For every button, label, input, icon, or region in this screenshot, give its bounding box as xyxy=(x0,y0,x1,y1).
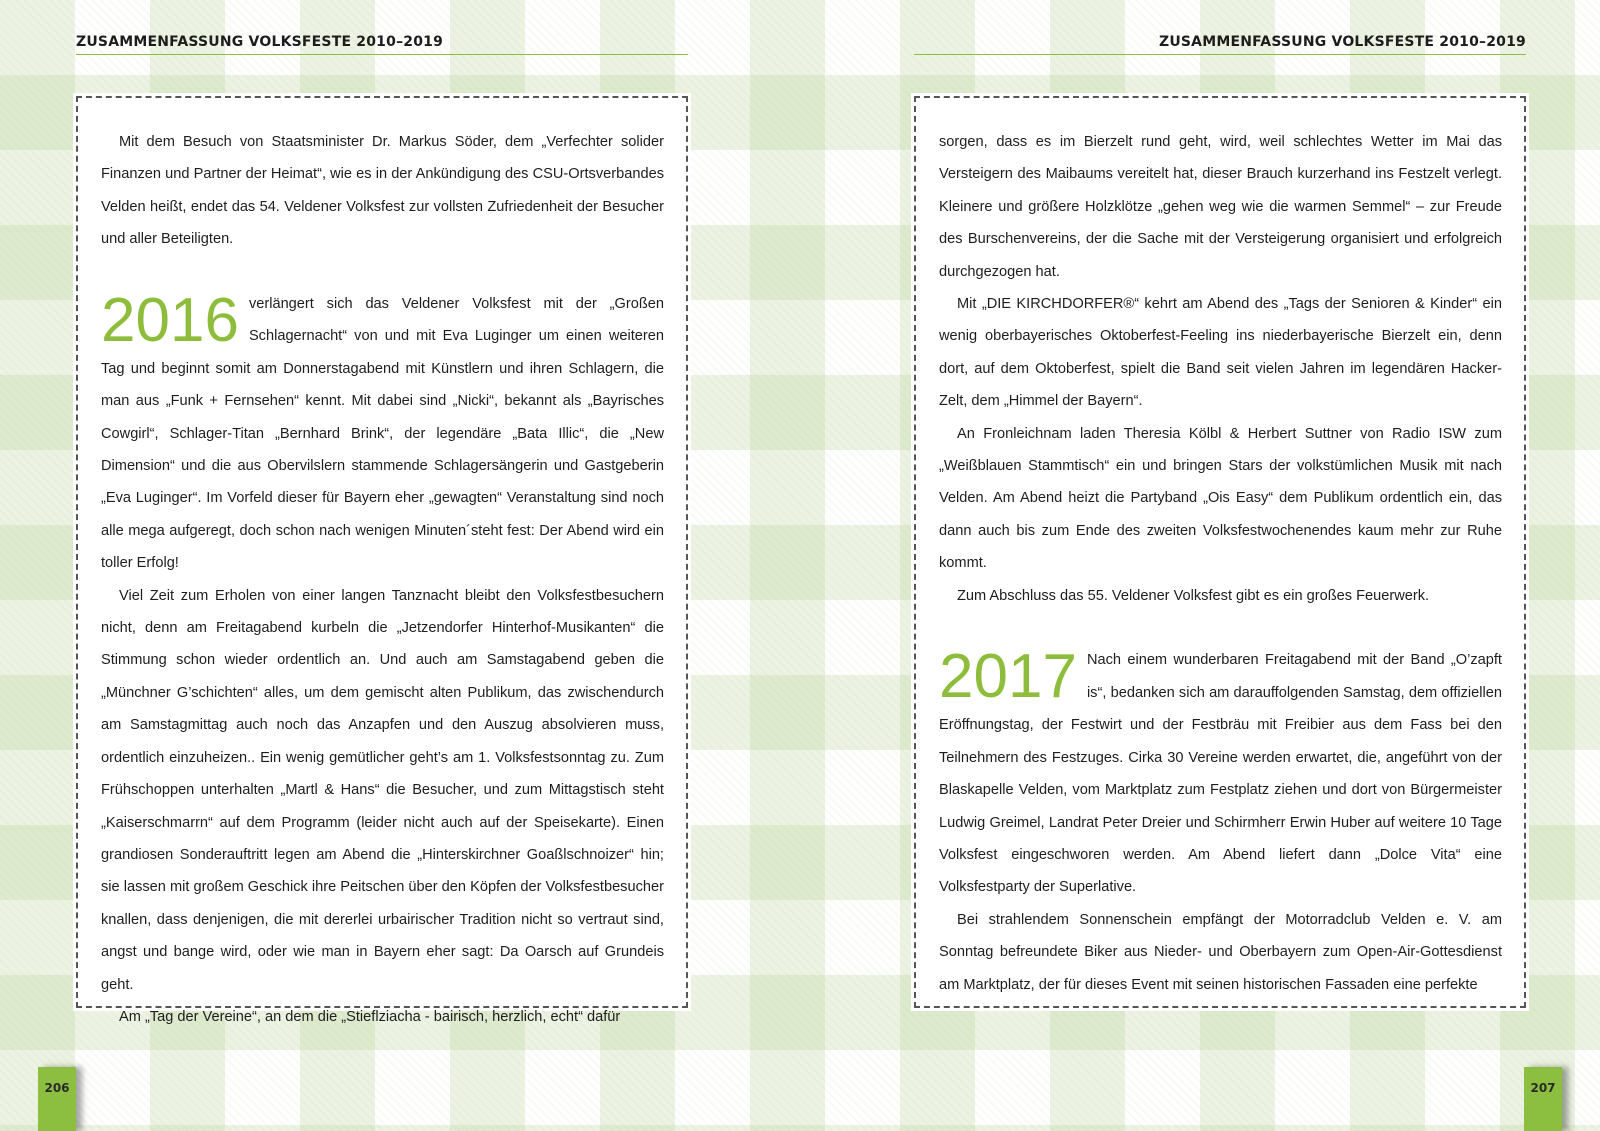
paragraph-intro: Mit dem Besuch von Staatsminister Dr. Markus Söder, dem „Verfechter solider Finanzen und Partner der Heimat“, wie es in der Ankündigung des CSU-Ortsverbandes Velden heißt, endet das 54. Veldener Volksfest zur vollsten Zufriedenheit der Besucher und aller Beteiligten. xyxy=(101,134,664,248)
paragraph: Am „Tag der Vereine“, an dem die „Stieflziacha - bairisch, herzlich, echt“ dafür xyxy=(119,1008,621,1025)
right-page xyxy=(800,0,1600,1131)
paragraph-2016 xyxy=(101,288,664,580)
paragraph: sorgen, dass es im Bierzelt rund geht, wird, weil schlechtes Wetter im Mai das Versteigern des Maibaums vereitelt hat, dieser Brauch kurzerhand ins Festzelt verlegt. Kleinere und größere Holzklötze „gehen weg wie die warmen Semmel“ – zur Freude des Burschenvereins, der die Sache mit der Versteigerung organisiert und erfolgreich durchgezogen hat. xyxy=(939,134,1502,280)
paragraph: Viel Zeit zum Erholen von einer langen Tanznacht bleibt den Volksfestbesuchern nicht, denn am Freitagabend kurbeln die „Jetzendorfer Hinterhof-Musikanten“ die Stimmung schon wieder ordentlich an. Und auch am Samstagabend geben die „Münchner G’schichten“ alles, um dem gemischt alten Publikum, das zwischendurch am Samstagmittag auch noch das Anzapfen und den Auszug absolvieren muss, ordentlich einzuheizen.. Ein wenig gemütlicher geht’s am 1. Volksfestsonntag zu. Zum Frühschoppen unterhalten „Martl & Hans“ die Besucher, und zum Mittagstisch steht „Kaiserschmarrn“ auf dem Programm (leider nicht auch auf der Speisekarte). Einen grandiosen Sonderauftritt legen am Abend die „Hinterskirchner Goaßlschnoizer“ hin; sie lassen mit großem Geschick ihre Peitschen über den Köpfen der Volksfestbesucher knallen, dass denjenigen, die mit dererlei urbairischer Tradition nicht so vertraut sind, angst und bange wird, oder wie man in Bayern eher sagt: Da Oarsch auf Grundeis geht. xyxy=(101,587,664,993)
paragraph-gap xyxy=(939,612,1502,644)
paragraph: Mit „DIE KIRCHDORFER®“ kehrt am Abend des „Tags der Senioren & Kinder“ ein wenig oberbayerisches Oktoberfest-Feeling ins niederbayerische Bierzelt ein, denn dort, auf dem Oktoberfest, spielt die Band seit vielen Jahren im legendären Hacker-Zelt, dem „Himmel der Bayern“. xyxy=(939,296,1502,410)
year-heading-2017: 2017 xyxy=(939,642,1077,712)
paragraph-2016-text: verlängert sich das Veldener Volksfest mit der „Großen Schlagernacht“ von und mit Eva Luginger um einen weiteren Tag und beginnt somit am Donnerstagabend mit Künstlern und ihren Schlagern, die man aus „Funk + Fernsehen“ kennt. Mit dabei sind „Nicki“, bekannt als „Bayrisches Cowgirl“, Schlager-Titan „Bernhard Brink“, der legendäre „Bata Illic“, die „New Dimension“ und die aus Obervilslern stammende Schlagersängerin und Gastgeberin „Eva Luginger“. Im Vorfeld dieser für Bayern eher „gewagten“ Veranstaltung sind noch alle mega aufgeregt, doch schon nach wenigen Minuten´steht fest: Der Abend wird ein toller Erfolg! xyxy=(101,296,664,572)
running-head: ZUSAMMENFASSUNG VOLKSFESTE 2010–2019 xyxy=(76,34,688,55)
text-frame xyxy=(76,96,688,1025)
paragraph: An Fronleichnam laden Theresia Kölbl & Herbert Suttner von Radio ISW zum „Weißblauen Stammtisch“ ein und bringen Stars der volkstümlichen Musik mit nach Velden. Am Abend heizt die Partyband „Ois Easy“ dem Publikum ordentlich ein, das dann auch bis zum Ende des zweiten Volksfestwochenendes kaum mehr zur Ruhe kommt. xyxy=(939,425,1502,572)
paragraph-2017 xyxy=(939,644,1502,903)
text-frame xyxy=(914,96,1526,1008)
article-text xyxy=(939,126,1502,1001)
paragraph: Bei strahlendem Sonnenschein empfängt der Motorradclub Velden e. V. am Sonntag befreundete Biker aus Nieder- und Oberbayern zum Open-Air-Gottesdienst am Marktplatz, der für dieses Event mit seinen historischen Fassaden eine perfekte xyxy=(939,911,1502,993)
paragraph-gap xyxy=(101,256,664,288)
page-number: 207 xyxy=(1524,1067,1562,1131)
running-head: ZUSAMMENFASSUNG VOLKSFESTE 2010–2019 xyxy=(914,34,1526,55)
page-number: 206 xyxy=(38,1067,76,1131)
paragraph: Zum Abschluss das 55. Veldener Volksfest gibt es ein großes Feuerwerk. xyxy=(957,587,1430,604)
paragraph-2017-text: Nach einem wunderbaren Freitagabend mit der Band „O’zapft is“, bedanken sich am darauffolgenden Samstag, dem offiziellen Eröffnungstag, der Festwirt und der Festbräu mit Freibier aus dem Fass bei den Teilnehmern des Festzuges. Cirka 30 Vereine werden erwartet, die, angeführt von der Blaskapelle Velden, vom Marktplatz zum Festplatz ziehen und dort von Bürgermeister Ludwig Greimel, Landrat Peter Dreier und Schirmherr Erwin Huber auf weitere 10 Tage Volksfest eingeschworen werden. Am Abend liefert dann „Dolce Vita“ eine Volksfestparty der Superlative. xyxy=(939,652,1502,896)
article-text xyxy=(101,126,664,1033)
year-heading-2016: 2016 xyxy=(101,286,239,356)
